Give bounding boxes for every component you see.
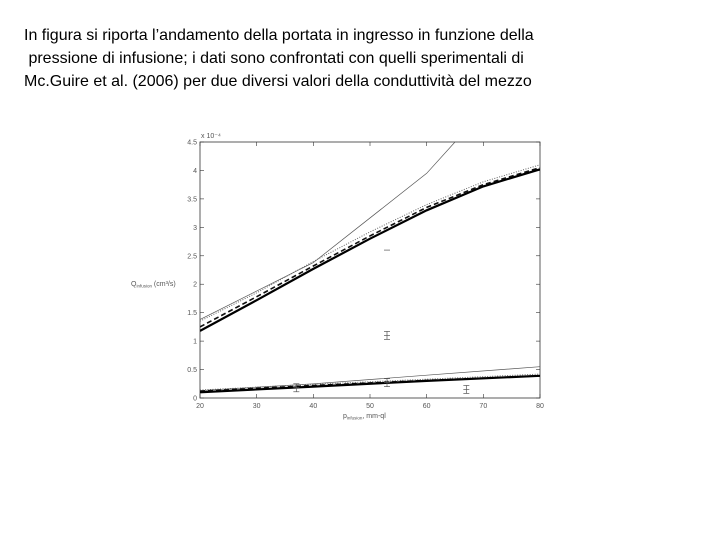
x-tick-label: 30 — [252, 403, 261, 410]
y-tick-label: 0 — [193, 395, 197, 403]
y-tick-label: 3.5 — [187, 196, 197, 204]
y-tick-label: 3 — [193, 224, 197, 232]
y-tick-label: 1.5 — [187, 310, 197, 318]
x-tick-label: 70 — [479, 403, 488, 410]
x-tick-label: 80 — [536, 403, 544, 410]
x-tick-label: 40 — [309, 403, 318, 410]
data-marker-2 — [384, 379, 390, 387]
y-tick-label: 4.5 — [187, 139, 197, 147]
y-multiplier-label: x 10⁻⁴ — [201, 133, 221, 140]
series-line-2-dotted — [200, 165, 540, 321]
series-line-8-thick — [200, 376, 540, 393]
series-line-1-thin — [200, 142, 455, 320]
data-marker-5 — [463, 385, 469, 393]
caption-line-1: In figura si riporta l’andamento della portata in ingresso in funzione della — [24, 27, 534, 44]
series-line-4-thick — [200, 169, 540, 331]
data-marker-4 — [384, 331, 390, 339]
x-tick-label: 50 — [366, 403, 374, 410]
y-tick-label: 2 — [193, 281, 197, 289]
caption-line-3: Mc.Guire et al. (2006) per due diversi valori della conduttività del mezzo — [24, 73, 532, 90]
y-tick-label: 2.5 — [187, 253, 197, 261]
y-tick-label: 4 — [193, 167, 197, 175]
y-tick-label: 1 — [193, 338, 197, 346]
caption-line-2: pressione di infusione; i dati sono confrontati con quelli sperimentali di — [24, 50, 524, 67]
x-tick-label: 60 — [422, 403, 431, 410]
x-tick-label: 20 — [196, 403, 204, 410]
y-tick-label: 0.5 — [187, 367, 197, 375]
plot-frame — [200, 142, 540, 398]
y-axis-label: $Q_{infusion}$ (cm³/s) — [131, 281, 176, 289]
x-axis-label: $p_{infusion}$, mm-ql — [343, 413, 386, 421]
